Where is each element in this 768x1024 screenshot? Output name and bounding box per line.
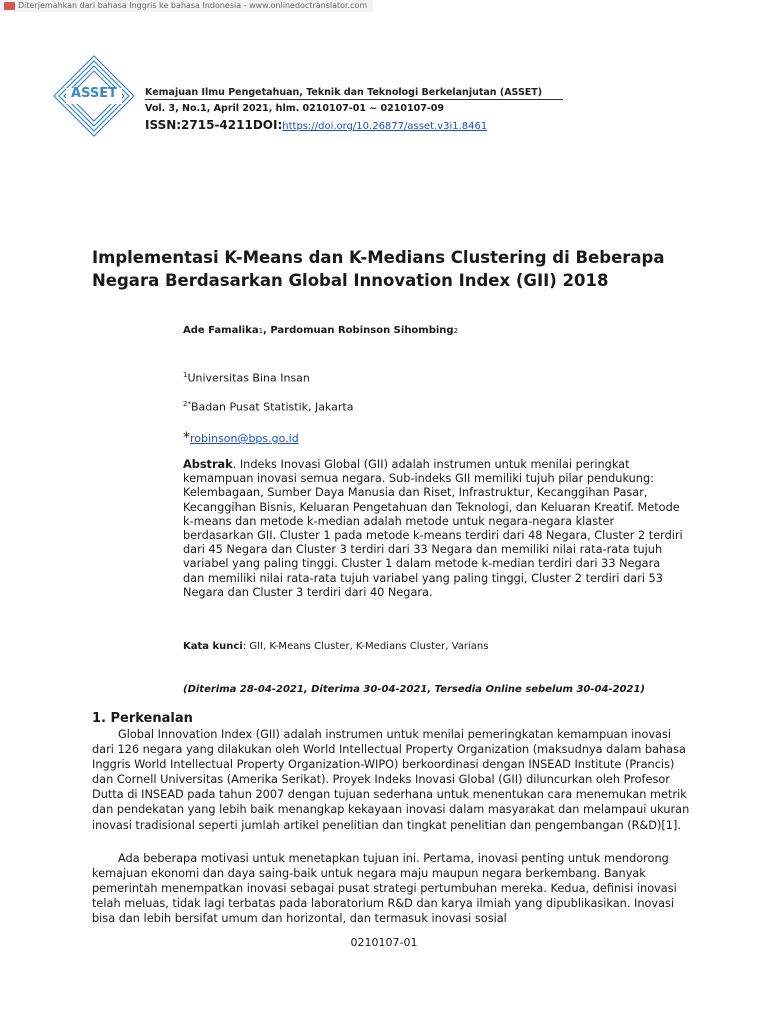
submission-dates: (Diterima 28-04-2021, Diterima 30-04-2021, Tersedia Online sebelum 30-04-2021) (183, 684, 645, 695)
abstract-label: Abstrak (183, 458, 233, 471)
abstract (183, 458, 683, 600)
section-heading: 1. Perkenalan (92, 711, 193, 726)
affiliation-2 (183, 400, 354, 414)
journal-rule (145, 99, 563, 100)
paper-title: Implementasi K-Means dan K-Medians Clustering di Beberapa Negara Berdasarkan Global Innovation Index (GII) 2018 (92, 248, 665, 290)
issn-label: ISSN:2715-4211DOI: (145, 118, 283, 132)
affiliation-1 (183, 371, 310, 385)
affiliation-1-text: Universitas Bina Insan (187, 371, 310, 385)
affiliation-2-text: Badan Pusat Statistik, Jakarta (190, 400, 354, 414)
author-1: Ade Famalika (183, 325, 259, 336)
affiliation-1-sup: 1 (183, 371, 188, 379)
email-star: * (183, 430, 190, 446)
abstract-text: . Indeks Inovasi Global (GII) adalah instrumen untuk menilai peringkat kemampuan inovasi semua negara. Sub-indeks GII memiliki tujuh pilar pendukung: Kelembagaan, Sumber Daya Manusia dan Riset, Infrastruktur, Kecanggihan Pasar, Kecanggihan Bisnis, Keluaran Pengetahuan dan Teknologi, dan Keluaran Kreatif. Metode k-means dan metode k-median adalah metode untuk negara-negara klaster berdasarkan GII. Cluster 1 pada metode k-means terdiri dari 48 Negara, Cluster 2 terdiri dari 45 Negara dan Cluster 3 terdiri dari 33 Negara dan memiliki nilai rata-rata tujuh variabel yang paling tinggi. Cluster 1 dalam metode k-median terdiri dari 33 Negara dan memiliki nilai rata-rata tujuh variabel yang paling tinggi, Cluster 2 terdiri dari 53 Negara dan Cluster 3 terdiri dari 40 Negara. (183, 458, 683, 599)
journal-volume: Vol. 3, No.1, April 2021, hlm. 0210107-01 ~ 0210107-09 (145, 103, 444, 114)
doi-link[interactable]: https://doi.org/10.26877/asset.v3i1.8461 (282, 121, 488, 132)
translator-banner-text: Diterjemahkan dari bahasa Inggris ke bahasa Indonesia - www.onlinedoctranslator.com (18, 1, 368, 10)
paragraph-1: Global Innovation Index (GII) adalah instrumen untuk menilai pemeringkatan kemampuan inovasi dari 126 negara yang dilakukan oleh World Intellectual Property Organization (maksudnya dalam bahasa Inggris World Intellectual Property Organization-WIPO) berkoordinasi dengan INSEAD Institute (Prancis) dan Cornell Universitas (Amerika Serikat). Proyek Indeks Inovasi Global (GII) diluncurkan oleh Profesor Dutta di INSEAD pada tahun 2007 dengan tujuan sederhana untuk menentukan cara menemukan metrik dan pendekatan yang lebih baik menangkap kekayaan inovasi dalam masyarakat dan melampaui ukuran inovasi tradisional seperti jumlah artikel penelitian dan tingkat penelitian dan pengembangan (R&D)[1]. (92, 728, 690, 832)
translator-banner[interactable] (0, 0, 373, 12)
logo-text: ASSET (71, 86, 117, 101)
keywords-label: Kata kunci (183, 641, 243, 652)
keywords-text: : GII, K-Means Cluster, K-Medians Cluster, Varians (242, 641, 489, 652)
journal-name: Kemajuan Ilmu Pengetahuan, Teknik dan Teknologi Berkelanjutan (ASSET) (145, 87, 543, 98)
issn-doi (145, 118, 487, 132)
keywords (183, 641, 488, 652)
corresponding-email (183, 430, 299, 446)
author-2-sup: 2 (453, 327, 459, 335)
author-2: Pardomuan Robinson Sihombing (270, 325, 454, 336)
authors (183, 325, 458, 336)
author-1-sup: 1 (258, 327, 264, 335)
translator-icon (4, 2, 15, 10)
author-separator: , (263, 325, 271, 336)
page-number: 0210107-01 (350, 936, 418, 949)
affiliation-2-sup: 2* (183, 400, 191, 408)
email-link[interactable]: robinson@bps.go.id (190, 432, 299, 445)
paragraph-2: Ada beberapa motivasi untuk menetapkan tujuan ini. Pertama, inovasi penting untuk mendorong kemajuan ekonomi dan daya saing-baik untuk negara maju maupun negara berkembang. Banyak pemerintah menempatkan inovasi sebagai pusat strategi pertumbuhan mereka. Kedua, definisi inovasi telah meluas, tidak lagi terbatas pada laboratorium R&D dan karya ilmiah yang dipublikasikan. Inovasi bisa dan lebih bersifat umum dan horizontal, dan termasuk inovasi sosial (92, 852, 677, 926)
